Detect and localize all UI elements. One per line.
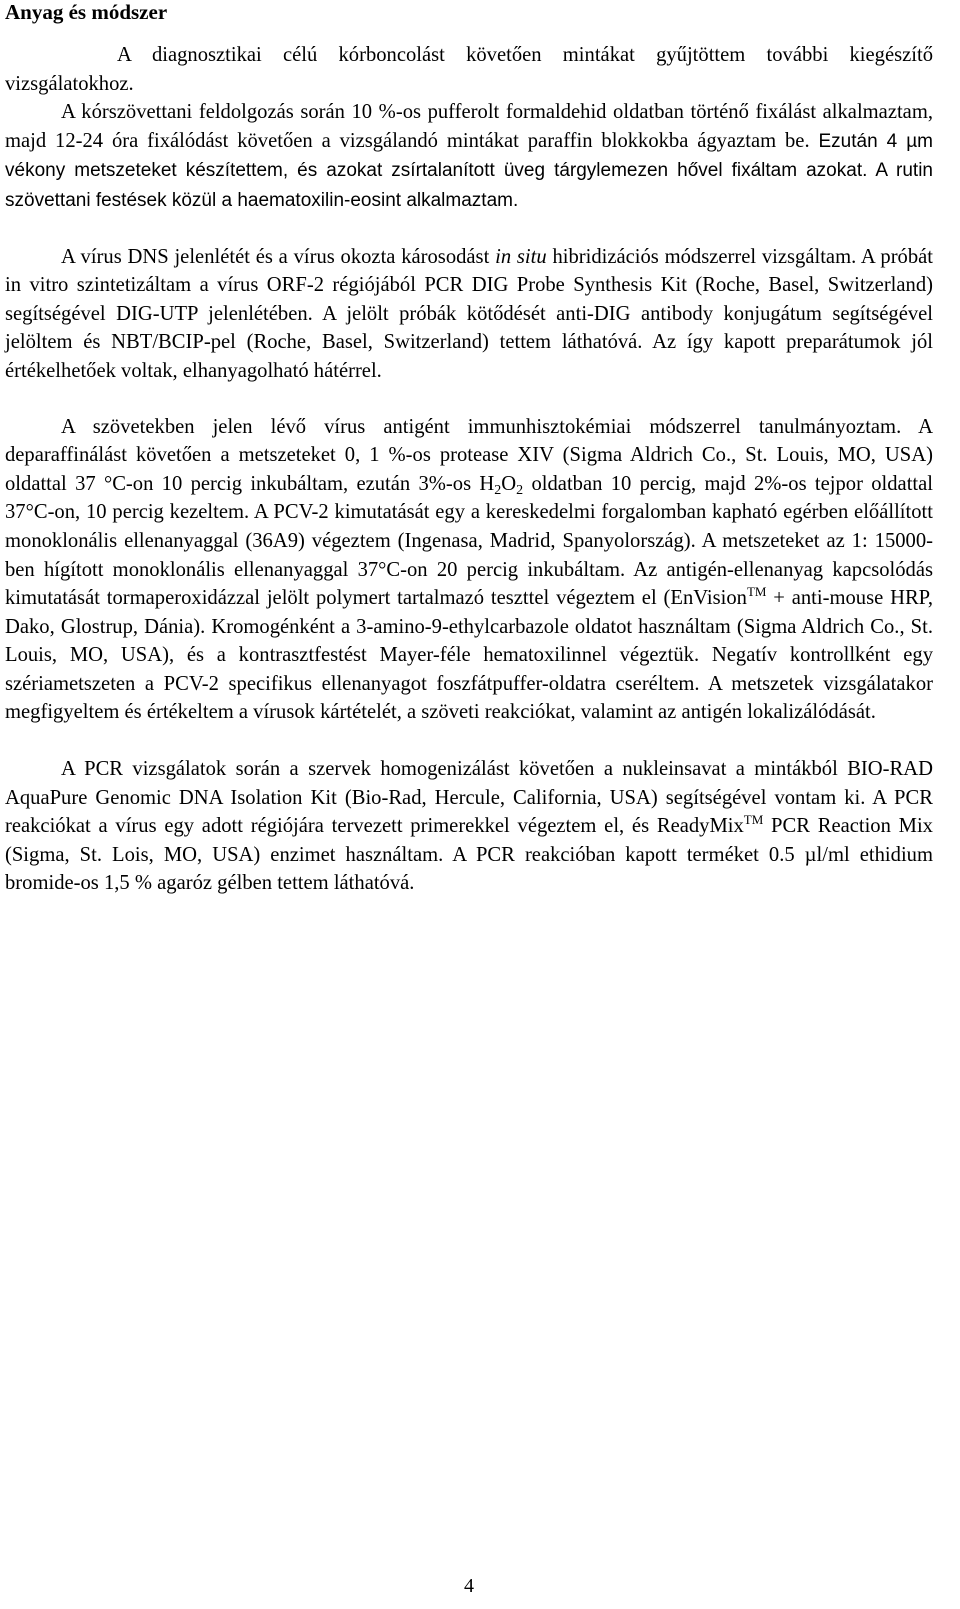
paragraph-in-situ: [5, 243, 933, 386]
document-page: [5, 0, 933, 898]
paragraph-ihc-text-b: oldatban 10 percig, majd 2%-os tejpor oldattal 37°C-on, 10 percig kezeltem. A PCV-2 kimutatását egy a kereskedelmi forgalomban kapható egérben előállított monoklonális ellenanyaggal (36A9) végeztem (Ingenasa, Madrid, Spanyolország). A metszeteket az 1: 15000-ben hígított monoklonális ellenanyaggal 37°C-on 20 percig inkubáltam. Az antigén-ellenanyag kapcsolódás kimutatását tormaperoxidázzal jelölt polymert tartalmazó teszttel végeztem el (EnVision: [5, 472, 934, 610]
paragraph-ihc-text-a: A szövetekben jelen lévő vírus antigént immunhisztokémiai módszerrel tanulmányoztam. A deparaffinálást követően a metszeteket 0, 1 %-os protease XIV (Sigma Aldrich Co., St. Louis, MO, USA) oldattal 37 °C-on 10 percig inkubáltam, ezután 3%-os: [5, 415, 933, 495]
section-heading: Anyag és módszer: [5, 0, 168, 24]
trademark-superscript-2: TM: [743, 812, 764, 828]
paragraph-histology-text-2: Ezután 4 µm vékony metszeteket készítettem, és azokat zsírtalanított üveg tárgylemezen hővel fixáltam azokat. A rutin szövettani festések közül a haematoxilin-eosint alkalmaztam.: [5, 130, 933, 211]
h2o2-formula: $H_2O_2$: [479, 472, 524, 498]
paragraph-samples-text: A diagnosztikai célú kórboncolást követően mintákat gyűjtöttem további kiegészítő vizsgálatokhoz.: [5, 44, 933, 95]
paragraph-histology-text: A kórszövettani feldolgozás során 10 %-os pufferolt formaldehid oldatban történő fixálást alkalmaztam, majd 12-24 óra fixálódást követően a vizsgálandó mintákat paraffin blokkokba ágyaztam be.: [5, 101, 933, 152]
in-situ-italic: in situ: [495, 245, 547, 268]
page-number: 4: [464, 1575, 474, 1597]
paragraph-in-situ-text-a: A vírus DNS jelenlétét és a vírus okozta károsodást: [61, 245, 490, 268]
paragraph-pcr: [5, 755, 933, 898]
trademark-superscript: TM: [746, 584, 767, 600]
paragraph-ihc-text-c: + anti-mouse HRP, Dako, Glostrup, Dánia). Kromogénként a 3-amino-9-ethylcarbazole oldatot használtam (Sigma Aldrich Co., St. Louis, MO, USA), és a kontrasztfestést Mayer-féle hematoxilinnel végeztük. Negatív kontrollként egy szériametszeten a PCV-2 specifikus ellenanyagot foszfátpuffer-oldatra cseréltem. A metszetek vizsgálatakor megfigyeltem és értékeltem a vírusok kártételét, a szöveti reakciókat, valamint az antigén lokalizálódását.: [5, 587, 933, 724]
paragraph-pcr-text-b: PCR Reaction Mix (Sigma, St. Lois, MO, USA) enzimet használtam. A PCR reakcióban kapott terméket 0.5 µl/ml ethidium bromide-os 1,5 % agaróz gélben tettem láthatóvá.: [5, 815, 933, 895]
paragraph-immunohistochemistry: [5, 413, 933, 728]
paragraph-samples: [5, 41, 933, 216]
paragraph-pcr-text-a: A PCR vizsgálatok során a szervek homogenizálást követően a nukleinsavat a mintákból BIO-RAD AquaPure Genomic DNA Isolation Kit (Bio-Rad, Hercule, California, USA) segítségével vontam ki. A PCR reakciókat a vírus egy adott régiójára tervezett primerekkel végeztem el, és ReadyMix: [5, 758, 933, 838]
paragraph-in-situ-text-b: hibridizációs módszerrel vizsgáltam. A próbát in vitro szintetizáltam a vírus ORF-2 régiójából PCR DIG Probe Synthesis Kit (Roche, Basel, Switzerland) segítségével DIG-UTP jelenlétében. A jelölt próbák kötődését anti-DIG antibody konjugátum segítségével jelöltem és NBT/BCIP-pel (Roche, Basel, Switzerland) tettem láthatóvá. Az így kapott preparátumok jól értékelhetőek voltak, elhanyagolható hátérrel.: [5, 245, 934, 382]
